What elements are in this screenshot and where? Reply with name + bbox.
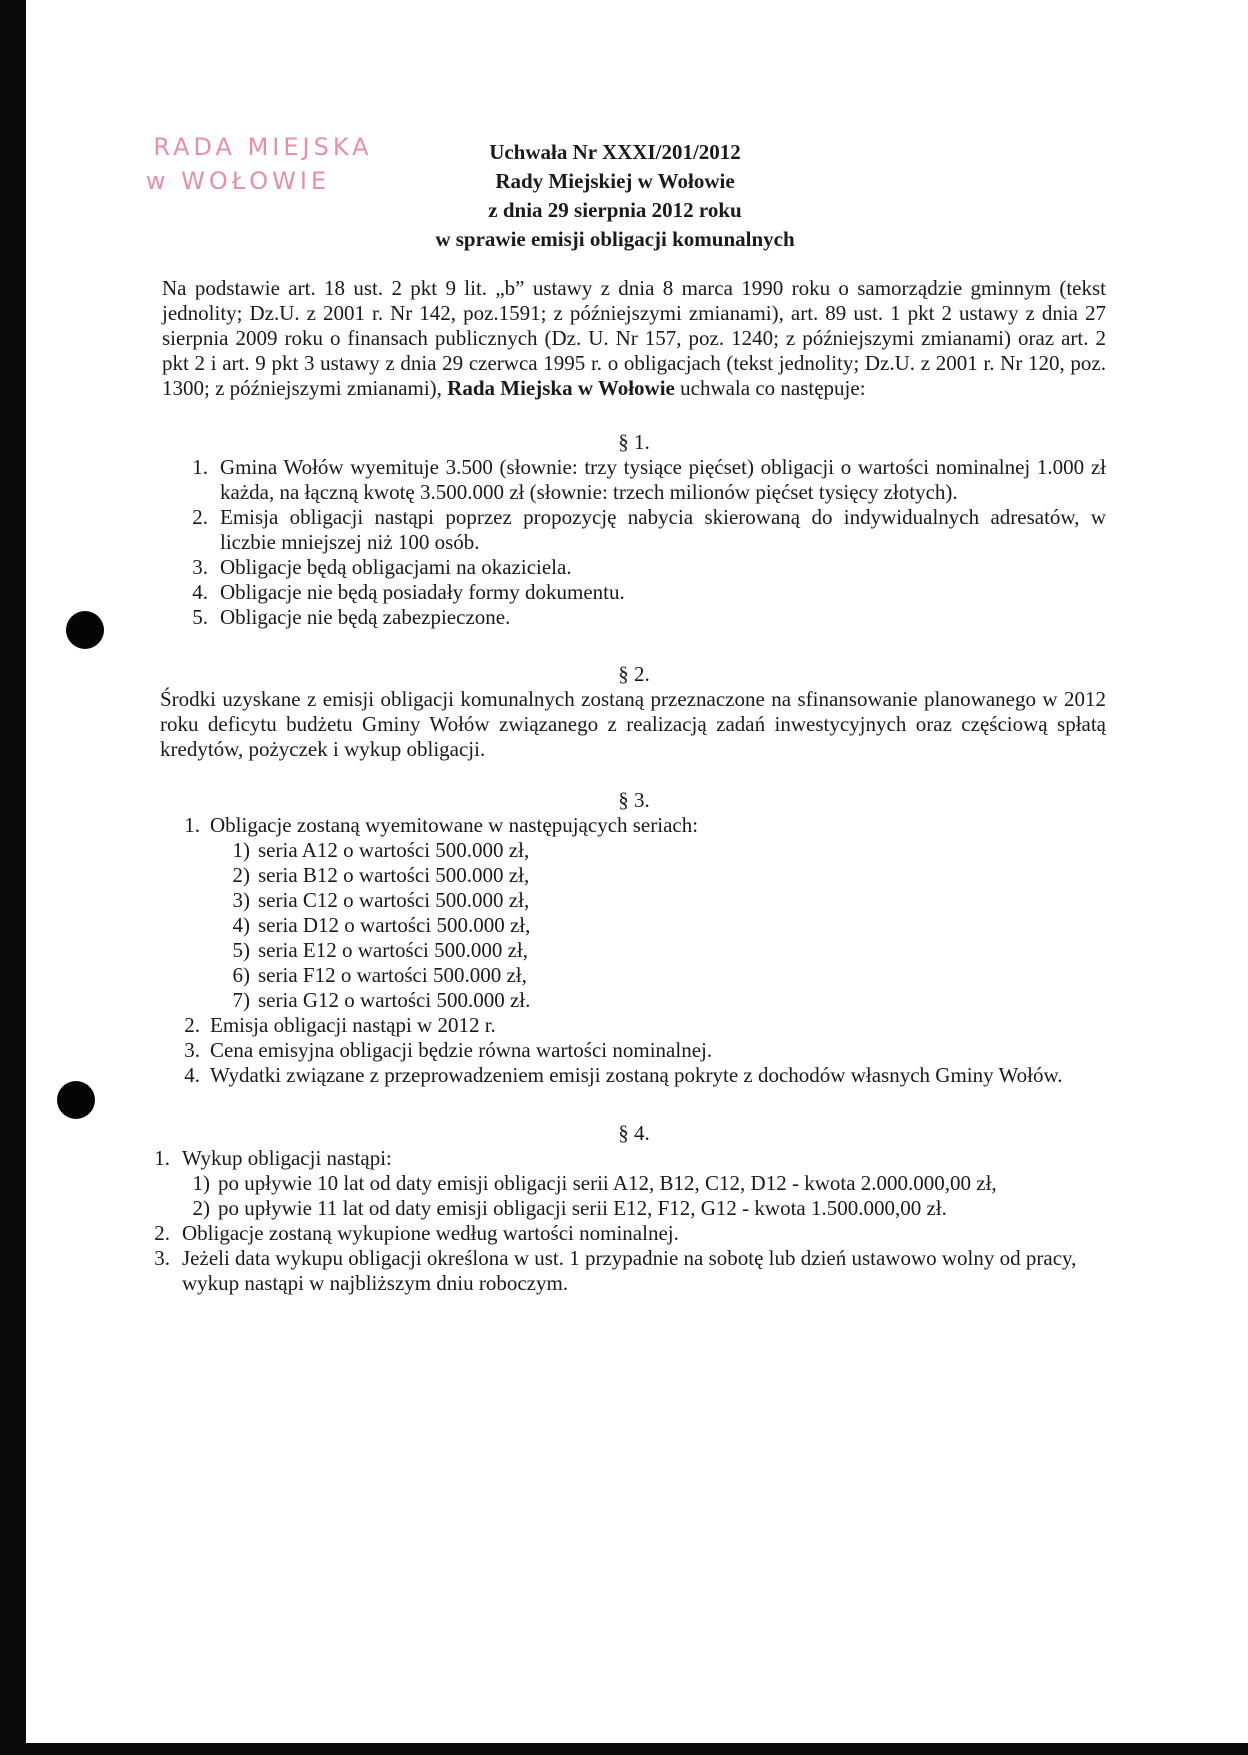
item-text: po upływie 11 lat od daty emisji obligacji serii E12, F12, G12 - kwota 1.500.000,00 zł. bbox=[218, 1196, 947, 1220]
item-text: Emisja obligacji nastąpi w 2012 r. bbox=[210, 1013, 496, 1037]
preamble-council: Rada Miejska w Wołowie bbox=[447, 376, 675, 400]
document-body bbox=[154, 276, 1106, 1296]
section-1-heading: § 1. bbox=[618, 430, 650, 454]
section-2-heading: § 2. bbox=[618, 662, 650, 686]
item-text: Obligacje nie będą zabezpieczone. bbox=[220, 605, 511, 629]
item-number: 1) bbox=[192, 1171, 210, 1195]
punch-hole-upper bbox=[66, 611, 104, 649]
item-text: po upływie 10 lat od daty emisji obligacji serii A12, B12, C12, D12 - kwota 2.000.000,00 zł, bbox=[218, 1171, 997, 1195]
item-number: 1. bbox=[154, 1146, 170, 1170]
item-text: Wydatki związane z przeprowadzeniem emisji zostaną pokryte z dochodów własnych Gminy Wołów. bbox=[210, 1063, 1063, 1087]
item-text: Obligacje będą obligacjami na okaziciela. bbox=[220, 555, 572, 579]
list-item bbox=[162, 1013, 1106, 1038]
item-number: 3. bbox=[154, 1246, 170, 1270]
series-item bbox=[210, 913, 1106, 938]
resolution-subject: w sprawie emisji obligacji komunalnych bbox=[435, 227, 795, 251]
redemption-item bbox=[180, 1196, 1106, 1221]
item-text: Obligacje zostaną wyemitowane w następujących seriach: bbox=[210, 813, 699, 837]
section-4-list bbox=[152, 1146, 1106, 1296]
item-number: 4. bbox=[184, 1063, 200, 1087]
punch-hole-lower bbox=[57, 1081, 95, 1119]
item-text: Gmina Wołów wyemituje 3.500 (słownie: trzy tysiące pięćset) obligacji o wartości nominalnej 1.000 zł każda, na łączną kwotę 3.500.000 zł (słownie: trzech milionów pięćset tysięcy złotych). bbox=[220, 455, 1106, 504]
list-item bbox=[162, 813, 1106, 838]
series-item bbox=[210, 888, 1106, 913]
item-number: 5. bbox=[192, 605, 208, 629]
item-text: Wykup obligacji nastąpi: bbox=[182, 1146, 392, 1170]
item-text: Obligacje nie będą posiadały formy dokumentu. bbox=[220, 580, 625, 604]
resolution-header bbox=[380, 138, 850, 254]
resolution-body: Rady Miejskiej w Wołowie bbox=[495, 169, 735, 193]
series-item bbox=[210, 863, 1106, 888]
series-list bbox=[210, 838, 1106, 1013]
list-item bbox=[162, 505, 1106, 555]
council-stamp bbox=[118, 130, 408, 198]
item-number: 2. bbox=[184, 1013, 200, 1037]
item-text: seria D12 o wartości 500.000 zł, bbox=[258, 913, 531, 937]
resolution-number: Uchwała Nr XXXI/201/2012 bbox=[489, 140, 741, 164]
item-text: seria B12 o wartości 500.000 zł, bbox=[258, 863, 530, 887]
resolution-date: z dnia 29 sierpnia 2012 roku bbox=[488, 198, 742, 222]
series-item bbox=[210, 963, 1106, 988]
list-item bbox=[162, 580, 1106, 605]
preamble-end: uchwala co następuje: bbox=[680, 376, 866, 400]
item-number: 3) bbox=[232, 888, 250, 912]
item-number: 2. bbox=[154, 1221, 170, 1245]
stamp-line-1: RADA MIEJSKA bbox=[153, 133, 373, 161]
section-2-text: Środki uzyskane z emisji obligacji komunalnych zostaną przeznaczone na sfinansowanie planowanego w 2012 roku deficytu budżetu Gminy Wołów związanego z realizacją zadań inwestycyjnych oraz częściową spłatą kredytów, pożyczek i wykup obligacji. bbox=[160, 687, 1106, 761]
scan-left-border bbox=[0, 0, 26, 1755]
section-3-list bbox=[162, 813, 1106, 1088]
item-text: seria E12 o wartości 500.000 zł, bbox=[258, 938, 529, 962]
redemption-item bbox=[180, 1171, 1106, 1196]
list-item bbox=[162, 1063, 1106, 1088]
item-text: seria G12 o wartości 500.000 zł. bbox=[258, 988, 531, 1012]
item-text: Cena emisyjna obligacji będzie równa wartości nominalnej. bbox=[210, 1038, 713, 1062]
item-number: 1. bbox=[192, 455, 208, 479]
item-number: 3. bbox=[184, 1038, 200, 1062]
series-item bbox=[210, 838, 1106, 863]
item-number: 7) bbox=[232, 988, 250, 1012]
item-text: Emisja obligacji nastąpi poprzez propozycję nabycia skierowaną do indywidualnych adresatów, w liczbie mniejszej niż 100 osób. bbox=[220, 505, 1106, 554]
section-3-heading: § 3. bbox=[618, 788, 650, 812]
stamp-line-2: w WOŁOWIE bbox=[145, 167, 331, 195]
item-number: 6) bbox=[232, 963, 250, 987]
list-item bbox=[162, 1038, 1106, 1063]
series-item bbox=[210, 988, 1106, 1013]
item-number: 2) bbox=[232, 863, 250, 887]
preamble bbox=[162, 276, 1106, 401]
series-item bbox=[210, 938, 1106, 963]
preamble-text: Na podstawie art. 18 ust. 2 pkt 9 lit. „b” ustawy z dnia 8 marca 1990 roku o samorządzie gminnym (tekst jednolity; Dz.U. z 2001 r. Nr 142, poz.1591; z późniejszymi zmianami), art. 89 ust. 1 pkt 2 ustawy z dnia 27 sierpnia 2009 roku o finansach publicznych (Dz. U. Nr 157, poz. 1240; z późniejszymi zmianami) oraz art. 2 pkt 2 i art. 9 pkt 3 ustawy z dnia 29 czerwca 1995 r. o obligacjach (tekst jednolity; Dz.U. z 2001 r. Nr 120, poz. 1300; z późniejszymi zmianami), bbox=[162, 276, 1106, 400]
list-item bbox=[152, 1146, 1106, 1171]
item-number: 5) bbox=[232, 938, 250, 962]
item-text: Jeżeli data wykupu obligacji określona w ust. 1 przypadnie na sobotę lub dzień ustawowo wolny od pracy, wykup nastąpi w najbliższym dniu roboczym. bbox=[182, 1246, 1077, 1295]
item-number: 2) bbox=[192, 1196, 210, 1220]
item-text: seria A12 o wartości 500.000 zł, bbox=[258, 838, 530, 862]
list-item bbox=[162, 455, 1106, 505]
item-number: 4) bbox=[232, 913, 250, 937]
list-item bbox=[152, 1246, 1106, 1296]
list-item bbox=[162, 555, 1106, 580]
section-1-list bbox=[162, 455, 1106, 630]
list-item bbox=[162, 605, 1106, 630]
scan-bottom-border bbox=[0, 1743, 1248, 1755]
item-number: 1. bbox=[184, 813, 200, 837]
item-number: 1) bbox=[232, 838, 250, 862]
item-number: 4. bbox=[192, 580, 208, 604]
item-number: 2. bbox=[192, 505, 208, 529]
redemption-terms bbox=[180, 1171, 1106, 1221]
list-item bbox=[152, 1221, 1106, 1246]
section-4-heading: § 4. bbox=[618, 1121, 650, 1145]
item-text: seria C12 o wartości 500.000 zł, bbox=[258, 888, 530, 912]
item-text: seria F12 o wartości 500.000 zł, bbox=[258, 963, 527, 987]
item-number: 3. bbox=[192, 555, 208, 579]
item-text: Obligacje zostaną wykupione według wartości nominalnej. bbox=[182, 1221, 679, 1245]
